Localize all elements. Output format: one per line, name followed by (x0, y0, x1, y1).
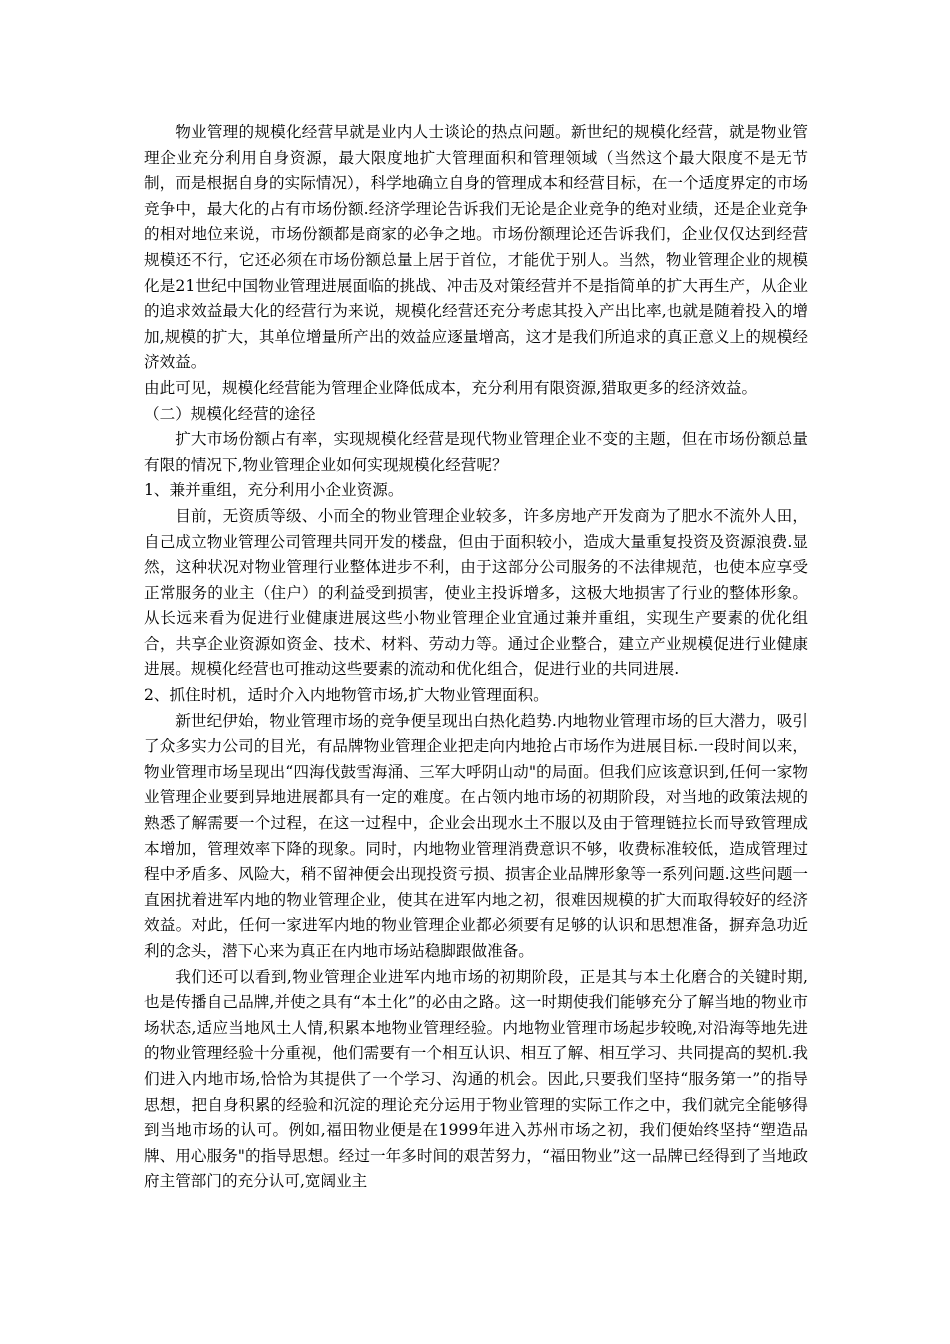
subheading-merger: 1、兼并重组，充分利用小企业资源。 (144, 481, 404, 500)
section-heading-approaches: （二）规模化经营的途径 (144, 404, 316, 423)
paragraph-conclusion: 由此可见，规模化经营能为管理企业降低成本，充分利用有限资源,猎取更多的经济效益。 (144, 378, 758, 397)
paragraph-localization: 我们还可以看到,物业管理企业进军内地市场的初期阶段，正是其与本土化磨合的关键时期,也是传播自己品牌,并使之具有“本土化”的必由之路。这一时期使我们能够充分了解当地的物业市场状态,适应当地风土人情,积累本地物业管理经验。内地物业管理市场起步较晚,对沿海等地先进的物业管理经验十分重视，他们需要有一个相互认识、相互了解、相互学习、共同提高的契机.我们进入内地市场,恰恰为其提供了一个学习、沟通的机会。因此,只要我们坚持“服务第一”的指导思想，把自身积累的经验和沉淀的理论充分运用于物业管理的实际工作之中，我们就完全能够得到当地市场的认可。例如,福田物业便是在1999年进入苏州市场之初，我们便始终坚持“塑造品牌、用心服务"的指导思想。经过一年多时间的艰苦努力，“福田物业”这一品牌已经得到了当地政府主管部门的充分认可,宽阔业主 (144, 967, 808, 1191)
paragraph-market-share: 扩大市场份额占有率，实现规模化经营是现代物业管理企业不变的主题，但在市场份额总量有限的情况下,物业管理企业如何实现规模化经营呢？ (144, 430, 808, 474)
paragraph-scale-operation-intro: 物业管理的规模化经营早就是业内人士谈论的热点问题。新世纪的规模化经营，就是物业管理企业充分利用自身资源，最大限度地扩大管理面积和管理领域（当然这个最大限度不是无节制，而是根据自身的实际情况），科学地确立自身的管理成本和经营目标，在一个适度界定的市场竞争中，最大化的占有市场份额.经济学理论告诉我们无论是企业竞争的绝对业绩，还是企业竞争的相对地位来说，市场份额都是商家的必争之地。市场份额理论还告诉我们，企业仅仅达到经营规模还不行，它还必须在市场份额总量上居于首位，才能优于别人。当然，物业管理企业的规模化是21世纪中国物业管理进展面临的挑战、冲击及对策经营并不是指简单的扩大再生产，从企业的追求效益最大化的经营行为来说，规模化经营还充分考虑其投入产出比率,也就是随着投入的增加,规模的扩大，其单位增量所产出的效益应逐量增高，这才是我们所追求的真正意义上的规模经济效益。 (144, 123, 808, 372)
subheading-inland-market: 2、抓住时机，适时介入内地物管市场,扩大物业管理面积。 (144, 686, 549, 705)
paragraph-merger: 目前，无资质等级、小而全的物业管理企业较多，许多房地产开发商为了肥水不流外人田，自己成立物业管理公司管理共同开发的楼盘，但由于面积较小，造成大量重复投资及资源浪费.显然，这种状况对物业管理行业整体进步不利，由于这部分公司服务的不法律规范，也使本应享受正常服务的业主（住户）的利益受到损害，使业主投诉增多，这极大地损害了行业的整体形象。从长远来看为促进行业健康进展这些小物业管理企业宜通过兼并重组，实现生产要素的优化组合，共享企业资源如资金、技术、材料、劳动力等。通过企业整合，建立产业规模促进行业健康进展。规模化经营也可推动这些要素的流动和优化组合，促进行业的共同进展. (144, 506, 808, 679)
paragraph-inland-market: 新世纪伊始，物业管理市场的竞争便呈现出白热化趋势.内地物业管理市场的巨大潜力，吸引了众多实力公司的目光，有品牌物业管理企业把走向内地抢占市场作为进展目标.一段时间以来，物业管理市场呈现出“四海伐鼓雪海涌、三军大呼阴山动"的局面。但我们应该意识到,任何一家物业管理企业要到异地进展都具有一定的难度。在占领内地市场的初期阶段，对当地的政策法规的熟悉了解需要一个过程，在这一过程中，企业会出现水土不服以及由于管理链拉长而导致管理成本增加，管理效率下降的现象。同时，内地物业管理消费意识不够，收费标准较低，造成管理过程中矛盾多、风险大，稍不留神便会出现投资亏损、损害企业品牌形象等一系列问题.这些问题一直困扰着进军内地的物业管理企业，使其在进军内地之初，很难因规模的扩大而取得较好的经济效益。对此，任何一家进军内地的物业管理企业都必须要有足够的认识和思想准备，摒弃急功近利的念头，潜下心来为真正在内地市场站稳脚跟做准备。 (144, 711, 808, 960)
document-body (144, 120, 808, 1195)
